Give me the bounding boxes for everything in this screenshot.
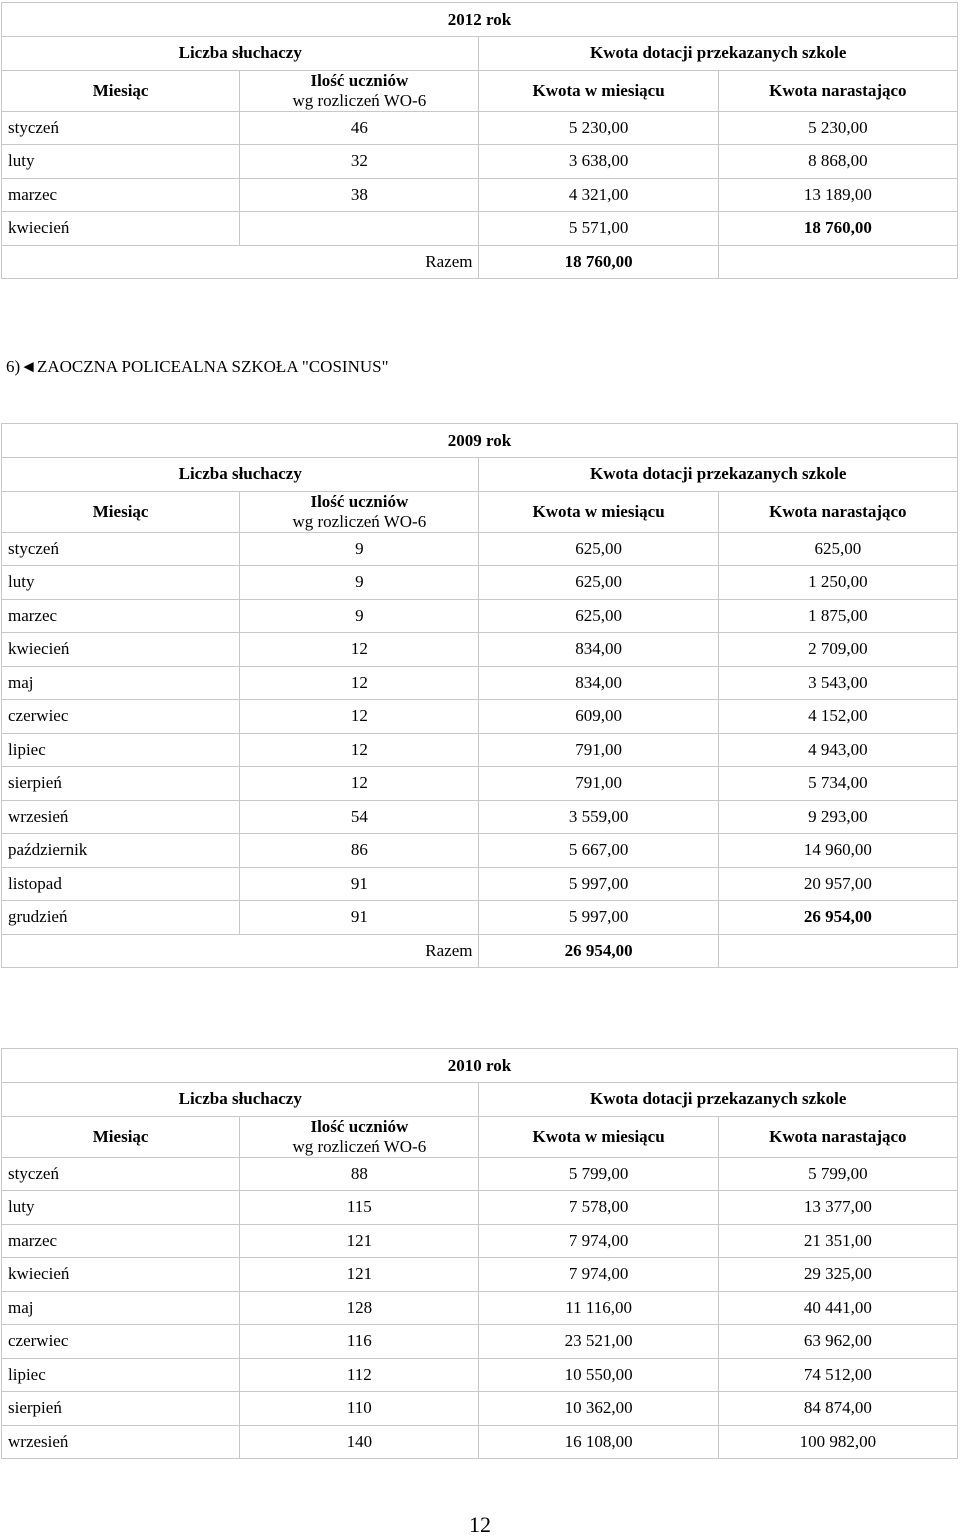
month-cell: luty xyxy=(2,145,240,179)
count-cell: 38 xyxy=(240,178,479,212)
table-row xyxy=(2,566,958,600)
table-2009-body xyxy=(2,532,958,934)
amount-cell: 791,00 xyxy=(479,767,718,801)
count-cell: 115 xyxy=(240,1191,479,1225)
table-row xyxy=(2,700,958,734)
cumulative-cell: 8 868,00 xyxy=(718,145,957,179)
month-cell: maj xyxy=(2,666,240,700)
amount-cell: 625,00 xyxy=(479,566,718,600)
table-row xyxy=(2,1358,958,1392)
count-cell: 12 xyxy=(240,666,479,700)
cumulative-cell: 4 152,00 xyxy=(718,700,957,734)
table-row xyxy=(2,1425,958,1459)
table-2010-body xyxy=(2,1157,958,1459)
cumulative-cell: 2 709,00 xyxy=(718,633,957,667)
table-row xyxy=(2,834,958,868)
header-ilosc-label: Ilość uczniów xyxy=(310,1116,409,1136)
cumulative-cell: 40 441,00 xyxy=(718,1291,957,1325)
month-cell: październik xyxy=(2,834,240,868)
cumulative-cell: 625,00 xyxy=(718,532,957,566)
table-2012-body xyxy=(2,111,958,245)
count-cell: 110 xyxy=(240,1392,479,1426)
table-row xyxy=(2,733,958,767)
cumulative-cell: 21 351,00 xyxy=(718,1224,957,1258)
table-row xyxy=(2,800,958,834)
header-kwota-narastajaco: Kwota narastająco xyxy=(718,491,957,532)
count-cell: 128 xyxy=(240,1291,479,1325)
table-row xyxy=(2,1291,958,1325)
amount-cell: 5 230,00 xyxy=(479,111,718,145)
month-cell: styczeń xyxy=(2,111,240,145)
header-kwota-narastajaco: Kwota narastająco xyxy=(718,1116,957,1157)
table-row xyxy=(2,666,958,700)
cumulative-cell: 5 799,00 xyxy=(718,1157,957,1191)
month-cell: marzec xyxy=(2,178,240,212)
count-cell: 121 xyxy=(240,1224,479,1258)
count-cell: 12 xyxy=(240,633,479,667)
table-row xyxy=(2,599,958,633)
amount-cell: 11 116,00 xyxy=(479,1291,718,1325)
count-cell: 9 xyxy=(240,599,479,633)
cumulative-cell: 13 189,00 xyxy=(718,178,957,212)
table-row xyxy=(2,111,958,145)
header-ilosc xyxy=(240,1116,479,1157)
cumulative-cell: 5 230,00 xyxy=(718,111,957,145)
amount-cell: 609,00 xyxy=(479,700,718,734)
amount-cell: 5 997,00 xyxy=(479,901,718,935)
table-row xyxy=(2,178,958,212)
header-miesiac: Miesiąc xyxy=(2,70,240,111)
header-ilosc xyxy=(240,491,479,532)
month-cell: kwiecień xyxy=(2,212,240,246)
table-row xyxy=(2,1258,958,1292)
amount-cell: 7 974,00 xyxy=(479,1258,718,1292)
table-row xyxy=(2,1224,958,1258)
amount-cell: 5 997,00 xyxy=(479,867,718,901)
month-cell: styczeń xyxy=(2,1157,240,1191)
month-cell: maj xyxy=(2,1291,240,1325)
razem-label: Razem xyxy=(2,934,479,968)
header-liczba: Liczba słuchaczy xyxy=(2,1083,479,1117)
count-cell: 116 xyxy=(240,1325,479,1359)
month-cell: wrzesień xyxy=(2,800,240,834)
count-cell: 12 xyxy=(240,733,479,767)
cumulative-cell: 13 377,00 xyxy=(718,1191,957,1225)
razem-total: 26 954,00 xyxy=(479,934,718,968)
table-row xyxy=(2,1157,958,1191)
month-cell: kwiecień xyxy=(2,1258,240,1292)
header-kwota-miesiac: Kwota w miesiącu xyxy=(479,1116,718,1157)
count-cell: 9 xyxy=(240,566,479,600)
header-ilosc-label: Ilość uczniów xyxy=(310,70,409,90)
count-cell: 12 xyxy=(240,700,479,734)
amount-cell: 5 571,00 xyxy=(479,212,718,246)
count-cell: 91 xyxy=(240,901,479,935)
amount-cell: 625,00 xyxy=(479,599,718,633)
year-heading: 2009 rok xyxy=(2,424,958,458)
cumulative-cell: 26 954,00 xyxy=(718,901,957,935)
cumulative-cell: 4 943,00 xyxy=(718,733,957,767)
table-row xyxy=(2,1392,958,1426)
header-kwota-narastajaco: Kwota narastająco xyxy=(718,70,957,111)
month-cell: lipiec xyxy=(2,733,240,767)
amount-cell: 3 559,00 xyxy=(479,800,718,834)
header-kwota-miesiac: Kwota w miesiącu xyxy=(479,491,718,532)
table-row xyxy=(2,212,958,246)
month-cell: styczeń xyxy=(2,532,240,566)
month-cell: kwiecień xyxy=(2,633,240,667)
count-cell: 91 xyxy=(240,867,479,901)
header-miesiac: Miesiąc xyxy=(2,491,240,532)
amount-cell: 3 638,00 xyxy=(479,145,718,179)
cumulative-cell: 14 960,00 xyxy=(718,834,957,868)
month-cell: sierpień xyxy=(2,767,240,801)
count-cell: 9 xyxy=(240,532,479,566)
count-cell: 140 xyxy=(240,1425,479,1459)
amount-cell: 7 974,00 xyxy=(479,1224,718,1258)
header-kwota-dotacji: Kwota dotacji przekazanych szkole xyxy=(479,458,958,492)
count-cell: 121 xyxy=(240,1258,479,1292)
table-row xyxy=(2,1191,958,1225)
table-row xyxy=(2,767,958,801)
cumulative-cell: 84 874,00 xyxy=(718,1392,957,1426)
month-cell: lipiec xyxy=(2,1358,240,1392)
section-title: 6)◄ZAOCZNA POLICEALNA SZKOŁA "COSINUS" xyxy=(6,357,389,376)
table-row xyxy=(2,867,958,901)
cumulative-cell: 100 982,00 xyxy=(718,1425,957,1459)
amount-cell: 16 108,00 xyxy=(479,1425,718,1459)
table-row xyxy=(2,532,958,566)
month-cell: marzec xyxy=(2,599,240,633)
header-liczba: Liczba słuchaczy xyxy=(2,37,479,71)
table-row xyxy=(2,633,958,667)
amount-cell: 834,00 xyxy=(479,633,718,667)
razem-empty xyxy=(718,934,957,968)
table-2010 xyxy=(1,1048,958,1459)
month-cell: listopad xyxy=(2,867,240,901)
header-miesiac: Miesiąc xyxy=(2,1116,240,1157)
amount-cell: 5 799,00 xyxy=(479,1157,718,1191)
cumulative-cell: 63 962,00 xyxy=(718,1325,957,1359)
month-cell: luty xyxy=(2,1191,240,1225)
amount-cell: 625,00 xyxy=(479,532,718,566)
count-cell: 46 xyxy=(240,111,479,145)
count-cell: 88 xyxy=(240,1157,479,1191)
amount-cell: 23 521,00 xyxy=(479,1325,718,1359)
cumulative-cell: 29 325,00 xyxy=(718,1258,957,1292)
amount-cell: 791,00 xyxy=(479,733,718,767)
count-cell: 112 xyxy=(240,1358,479,1392)
razem-label: Razem xyxy=(2,245,479,279)
table-2009 xyxy=(1,423,958,968)
table-2012 xyxy=(1,2,958,279)
page-number: 12 xyxy=(469,1512,491,1537)
year-heading: 2012 rok xyxy=(2,3,958,37)
cumulative-cell: 5 734,00 xyxy=(718,767,957,801)
header-kwota-dotacji: Kwota dotacji przekazanych szkole xyxy=(479,1083,958,1117)
amount-cell: 10 362,00 xyxy=(479,1392,718,1426)
count-cell: 54 xyxy=(240,800,479,834)
month-cell: luty xyxy=(2,566,240,600)
header-ilosc-label: Ilość uczniów xyxy=(310,491,409,511)
year-heading: 2010 rok xyxy=(2,1049,958,1083)
month-cell: sierpień xyxy=(2,1392,240,1426)
cumulative-cell: 20 957,00 xyxy=(718,867,957,901)
cumulative-cell: 74 512,00 xyxy=(718,1358,957,1392)
cumulative-cell: 9 293,00 xyxy=(718,800,957,834)
amount-cell: 10 550,00 xyxy=(479,1358,718,1392)
count-cell: 32 xyxy=(240,145,479,179)
razem-empty xyxy=(718,245,957,279)
cumulative-cell: 1 875,00 xyxy=(718,599,957,633)
amount-cell: 834,00 xyxy=(479,666,718,700)
amount-cell: 4 321,00 xyxy=(479,178,718,212)
count-cell: 12 xyxy=(240,767,479,801)
header-kwota-dotacji: Kwota dotacji przekazanych szkole xyxy=(479,37,958,71)
cumulative-cell: 3 543,00 xyxy=(718,666,957,700)
month-cell: marzec xyxy=(2,1224,240,1258)
month-cell: czerwiec xyxy=(2,1325,240,1359)
header-wg: wg rozliczeń WO-6 xyxy=(292,1136,427,1156)
month-cell: czerwiec xyxy=(2,700,240,734)
count-cell xyxy=(240,212,479,246)
table-row xyxy=(2,145,958,179)
table-row xyxy=(2,1325,958,1359)
table-row xyxy=(2,901,958,935)
header-kwota-miesiac: Kwota w miesiącu xyxy=(479,70,718,111)
header-wg: wg rozliczeń WO-6 xyxy=(292,511,427,531)
header-liczba: Liczba słuchaczy xyxy=(2,458,479,492)
amount-cell: 7 578,00 xyxy=(479,1191,718,1225)
razem-total: 18 760,00 xyxy=(479,245,718,279)
count-cell: 86 xyxy=(240,834,479,868)
month-cell: wrzesień xyxy=(2,1425,240,1459)
header-wg: wg rozliczeń WO-6 xyxy=(292,90,427,110)
month-cell: grudzień xyxy=(2,901,240,935)
cumulative-cell: 18 760,00 xyxy=(718,212,957,246)
cumulative-cell: 1 250,00 xyxy=(718,566,957,600)
header-ilosc xyxy=(240,70,479,111)
amount-cell: 5 667,00 xyxy=(479,834,718,868)
